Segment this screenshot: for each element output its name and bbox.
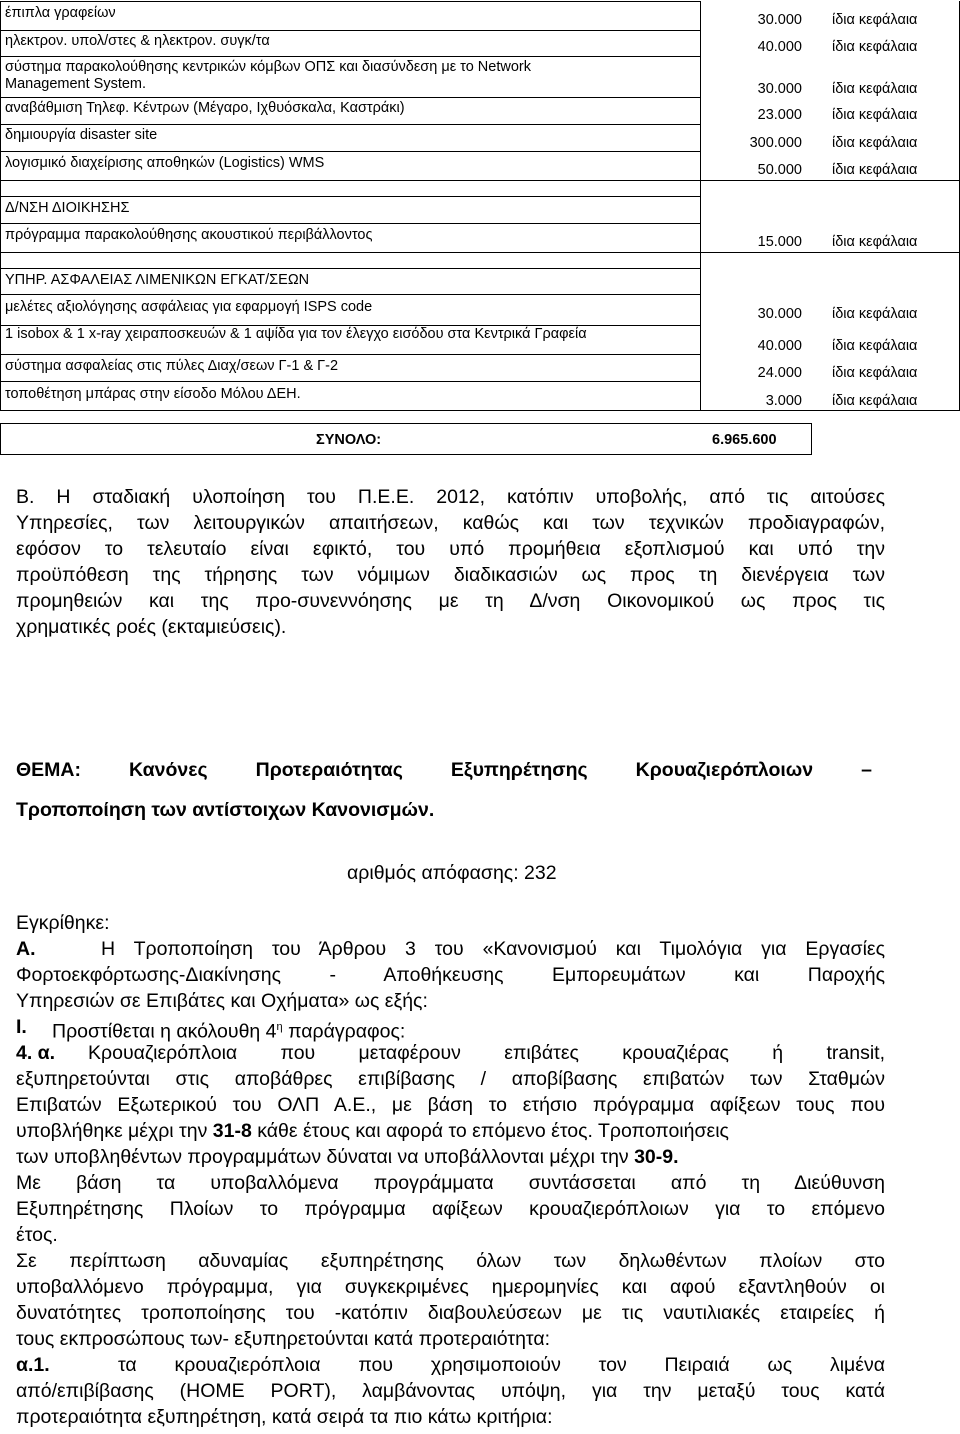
para-a1-line: από/επιβίβασης (HOME PORT), λαμβάνοντας υπόψη, για την μεταξύ τους κατά: [16, 1380, 885, 1402]
paragraph-line: προμηθειών και της προ-συνεννόησης με τη Δ/νση Οικονομικού ως προς τις: [16, 590, 885, 612]
item-i-sup: η: [276, 1021, 283, 1033]
row-desc: αναβάθμιση Τηλεφ. Κέντρων (Μέγαρο, Ιχθυόσκαλα, Καστράκι): [5, 100, 405, 116]
para-4a-line: [16, 1118, 729, 1144]
row-amount: 40.000: [757, 39, 802, 55]
row-source: ίδια κεφάλαια: [832, 39, 918, 55]
paragraph-line: προϋπόθεση της τήρησης των νόμιμων διαδικασιών ως προς τη διενέργεια των: [16, 564, 885, 586]
para-4a-line: εξυπηρετούνται στις αποβάθρες επιβίβασης / αποβίβασης επιβατών των Σταθμών: [16, 1068, 885, 1090]
subject-line-1: ΘΕΜΑ: Κανόνες Προτεραιότητας Εξυπηρέτησης Κρουαζιερόπλοιων –: [16, 759, 872, 781]
row-source: ίδια κεφάλαια: [832, 135, 918, 151]
total-label: ΣΥΝΟΛΟ:: [316, 432, 382, 448]
section-heading-admin: Δ/ΝΣΗ ΔΙΟΙΚΗΣΗΣ: [5, 200, 130, 216]
paragraph-line: εφόσον το τελευταίο είναι εφικτό, του υπό προμήθεια εξοπλισμού και υπό την: [16, 538, 885, 560]
decision-number: αριθμός απόφασης: 232: [347, 862, 557, 884]
row-desc: τοποθέτηση μπάρας στην είσοδο Μόλου ΔΕΗ.: [5, 386, 301, 402]
para-4a-text: κάθε έτους και αφορά το επόμενο έτος. Τροποποιήσεις: [251, 1120, 729, 1142]
para-4a-line: Σε περίπτωση αδυναμίας εξυπηρέτησης όλων των δηλωθέντων πλοίων στο: [16, 1250, 885, 1272]
row-desc-line2: Management System.: [5, 76, 147, 92]
row-amount: 40.000: [757, 338, 802, 354]
para-4a-line: Επιβατών Εξωτερικού του ΟΛΠ Α.Ε., με βάση το ετήσιο πρόγραμμα αφίξεων τους που: [16, 1094, 885, 1116]
row-desc: δημιουργία disaster site: [5, 127, 158, 143]
row-amount: 30.000: [757, 81, 802, 97]
section-a-marker: Α.: [16, 938, 36, 960]
row-amount: 24.000: [757, 365, 802, 381]
para-4a-line: [16, 1144, 679, 1170]
row-amount: 3.000: [765, 393, 802, 409]
row-amount: 23.000: [757, 107, 802, 123]
para-4a-line: υποβαλλόμενο πρόγραμμα, για συγκεκριμένες ημερομηνίες και αφού εξαντληθούν οι: [16, 1276, 885, 1298]
section-a-line: Η Τροποποίηση του Άρθρου 3 του «Κανονισμού και Τιμολόγια για Εργασίες: [101, 938, 885, 960]
para-a1-line: τα κρουαζιερόπλοια που χρησιμοποιούν τον Πειραιά ως λιμένα: [118, 1354, 885, 1376]
row-source: ίδια κεφάλαια: [832, 393, 918, 409]
para-4a-line: έτος.: [16, 1224, 58, 1246]
approved-label: Εγκρίθηκε:: [16, 912, 110, 934]
row-desc: έπιπλα γραφείων: [5, 5, 116, 21]
row-source: ίδια κεφάλαια: [832, 365, 918, 381]
row-desc: λογισμικό διαχείρισης αποθηκών (Logistics) WMS: [5, 155, 325, 171]
para-a1-line: προτεραιότητα εξυπηρέτηση, κατά σειρά τα πιο κάτω κριτήρια:: [16, 1406, 553, 1428]
para-4a-text: υποβλήθηκε μέχρι την: [16, 1120, 213, 1142]
para-4a-line: δυνατότητες τροποποίησης του -κατόπιν διαβουλεύσεων με τις ναυτιλιακές εταιρείες ή: [16, 1302, 885, 1324]
row-amount: 30.000: [757, 306, 802, 322]
row-source: ίδια κεφάλαια: [832, 12, 918, 28]
para-4a-line: Κρουαζιερόπλοια που μεταφέρουν επιβάτες κρουαζιέρας ή transit,: [88, 1042, 885, 1064]
row-desc: σύστημα ασφαλείας στις πύλες Διαχ/σεων Γ-1 & Γ-2: [5, 358, 339, 374]
para-4a-marker: 4. α.: [16, 1042, 56, 1064]
row-amount: 30.000: [757, 12, 802, 28]
paragraph-line: Β. Η σταδιακή υλοποίηση του Π.Ε.Ε. 2012, κατόπιν υποβολής, από τις αιτούσες: [16, 486, 885, 508]
paragraph-line: χρηματικές ροές (εκταμιεύσεις).: [16, 616, 287, 638]
item-i-text-main: Προστίθεται η ακόλουθη 4: [52, 1020, 277, 1043]
row-desc-line1: σύστημα παρακολούθησης κεντρικών κόμβων ΟΠΣ και διασύνδεση με το Network: [5, 59, 531, 75]
row-source: ίδια κεφάλαια: [832, 234, 918, 250]
para-a1-marker: α.1.: [16, 1354, 50, 1376]
para-4a-line: τους εκπροσώπους των- εξυπηρετούνται κατά προτεραιότητα:: [16, 1328, 551, 1350]
row-source: ίδια κεφάλαια: [832, 81, 918, 97]
item-i-marker: Ι.: [16, 1016, 27, 1038]
section-a-line: Φορτοεκφόρτωσης-Διακίνησης - Αποθήκευσης Εμπορευμάτων και Παροχής: [16, 964, 885, 986]
row-source: ίδια κεφάλαια: [832, 162, 918, 178]
row-source: ίδια κεφάλαια: [832, 306, 918, 322]
deadline-date: 31-8: [212, 1120, 252, 1142]
deadline-date: 30-9.: [634, 1146, 679, 1168]
para-4a-line: Με βάση τα υποβαλλόμενα προγράμματα συντάσσεται από τη Διεύθυνση: [16, 1172, 885, 1194]
row-source: ίδια κεφάλαια: [832, 338, 918, 354]
subject-line-2: Τροποποίηση των αντίστοιχων Κανονισμών.: [16, 799, 435, 821]
row-amount: 50.000: [757, 162, 802, 178]
row-source: ίδια κεφάλαια: [832, 107, 918, 123]
row-amount: 15.000: [757, 234, 802, 250]
para-4a-line: Εξυπηρέτησης Πλοίων το πρόγραμμα αφίξεων κρουαζιερόπλοιων για το επόμενο: [16, 1198, 885, 1220]
para-4a-text: των υποβληθέντων προγραμμάτων δύναται να υποβάλλονται μέχρι την: [16, 1146, 635, 1168]
row-amount: 300.000: [749, 135, 802, 151]
row-desc: ηλεκτρον. υπολ/στες & ηλεκτρον. συγκ/τα: [5, 33, 270, 49]
row-desc: πρόγραμμα παρακολούθησης ακουστικού περιβάλλοντος: [5, 227, 373, 243]
section-heading-security: ΥΠΗΡ. ΑΣΦΑΛΕΙΑΣ ΛΙΜΕΝΙΚΩΝ ΕΓΚΑΤ/ΣΕΩΝ: [5, 272, 310, 288]
row-desc: 1 isobox & 1 x-ray χειραποσκευών & 1 αψίδα για τον έλεγχο εισόδου στα Κεντρικά Γραφεία: [5, 326, 587, 342]
total-value: 6.965.600: [712, 432, 777, 448]
item-i-text-after: παράγραφος:: [282, 1020, 406, 1043]
row-desc: μελέτες αξιολόγησης ασφάλειας για εφαρμογή ISPS code: [5, 299, 373, 315]
section-a-line: Υπηρεσιών σε Επιβάτες και Οχήματα» ως εξής:: [16, 990, 428, 1012]
paragraph-line: Υπηρεσίες, των λειτουργικών απαιτήσεων, καθώς και των τεχνικών προδιαγραφών,: [16, 512, 885, 534]
